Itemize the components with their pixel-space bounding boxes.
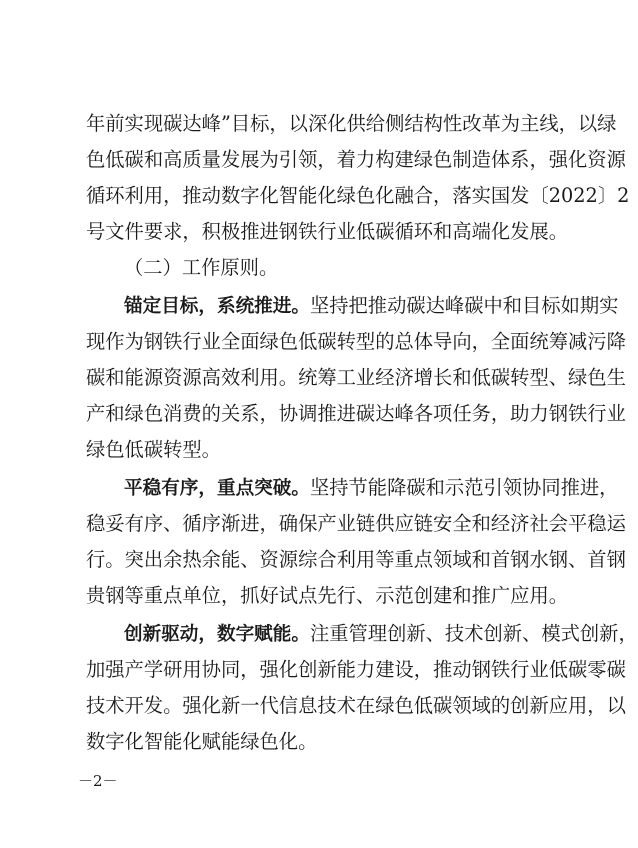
principle-3-heading: 创新驱动，数字赋能。 — [124, 624, 310, 645]
intro-line-3: 循环利用，推动数字化智能化绿色化融合，落实国发〔2022〕2 — [86, 184, 630, 207]
section-heading: （二）工作原则。 — [124, 256, 279, 279]
principle-1-first-line — [124, 288, 619, 324]
intro-line-1: 年前实现碳达峰”目标，以深化供给侧结构性改革为主线，以绿 — [86, 112, 617, 135]
page-number: －2－ — [78, 772, 118, 790]
principle-2-line-4: 贵钢等重点单位，抓好试点先行、示范创建和推广应用。 — [86, 584, 569, 607]
principle-3-line-3: 技术开发。强化新一代信息技术在绿色低碳领域的创新应用，以 — [86, 694, 626, 717]
principle-2-first-line — [124, 470, 619, 506]
principle-1-heading: 锚定目标，系统推进。 — [124, 296, 310, 317]
intro-line-4: 号文件要求，积极推进钢铁行业低碳循环和高端化发展。 — [86, 220, 569, 243]
principle-3-first-line — [124, 616, 638, 652]
principle-2-heading: 平稳有序，重点突破。 — [124, 478, 310, 499]
principle-1-line-2: 现作为钢铁行业全面绿色低碳转型的总体导向，全面统筹减污降 — [86, 330, 626, 353]
principle-2-first-line-text: 坚持节能降碳和示范引领协同推进， — [309, 476, 619, 499]
intro-line-2: 色低碳和高质量发展为引领，着力构建绿色制造体系，强化资源 — [86, 148, 626, 171]
principle-1-line-3: 碳和能源资源高效利用。统筹工业经济增长和低碳转型、绿色生 — [86, 366, 626, 389]
principle-3-line-2: 加强产学研用协同，强化创新能力建设，推动钢铁行业低碳零碳 — [86, 658, 626, 681]
principle-2-line-2: 稳妥有序、循序渐进，确保产业链供应链安全和经济社会平稳运 — [86, 512, 626, 535]
principle-2-line-3: 行。突出余热余能、资源综合利用等重点领域和首钢水钢、首钢 — [86, 548, 626, 571]
principle-3-first-line-text: 注重管理创新、技术创新、模式创新， — [309, 622, 638, 645]
principle-1-line-5: 绿色低碳转型。 — [86, 438, 221, 461]
principle-3-line-4: 数字化智能化赋能绿色化。 — [86, 730, 318, 753]
principle-1-first-line-text: 坚持把推动碳达峰碳中和目标如期实 — [309, 294, 619, 317]
principle-1-line-4: 产和绿色消费的关系，协调推进碳达峰各项任务，助力钢铁行业 — [86, 402, 626, 425]
